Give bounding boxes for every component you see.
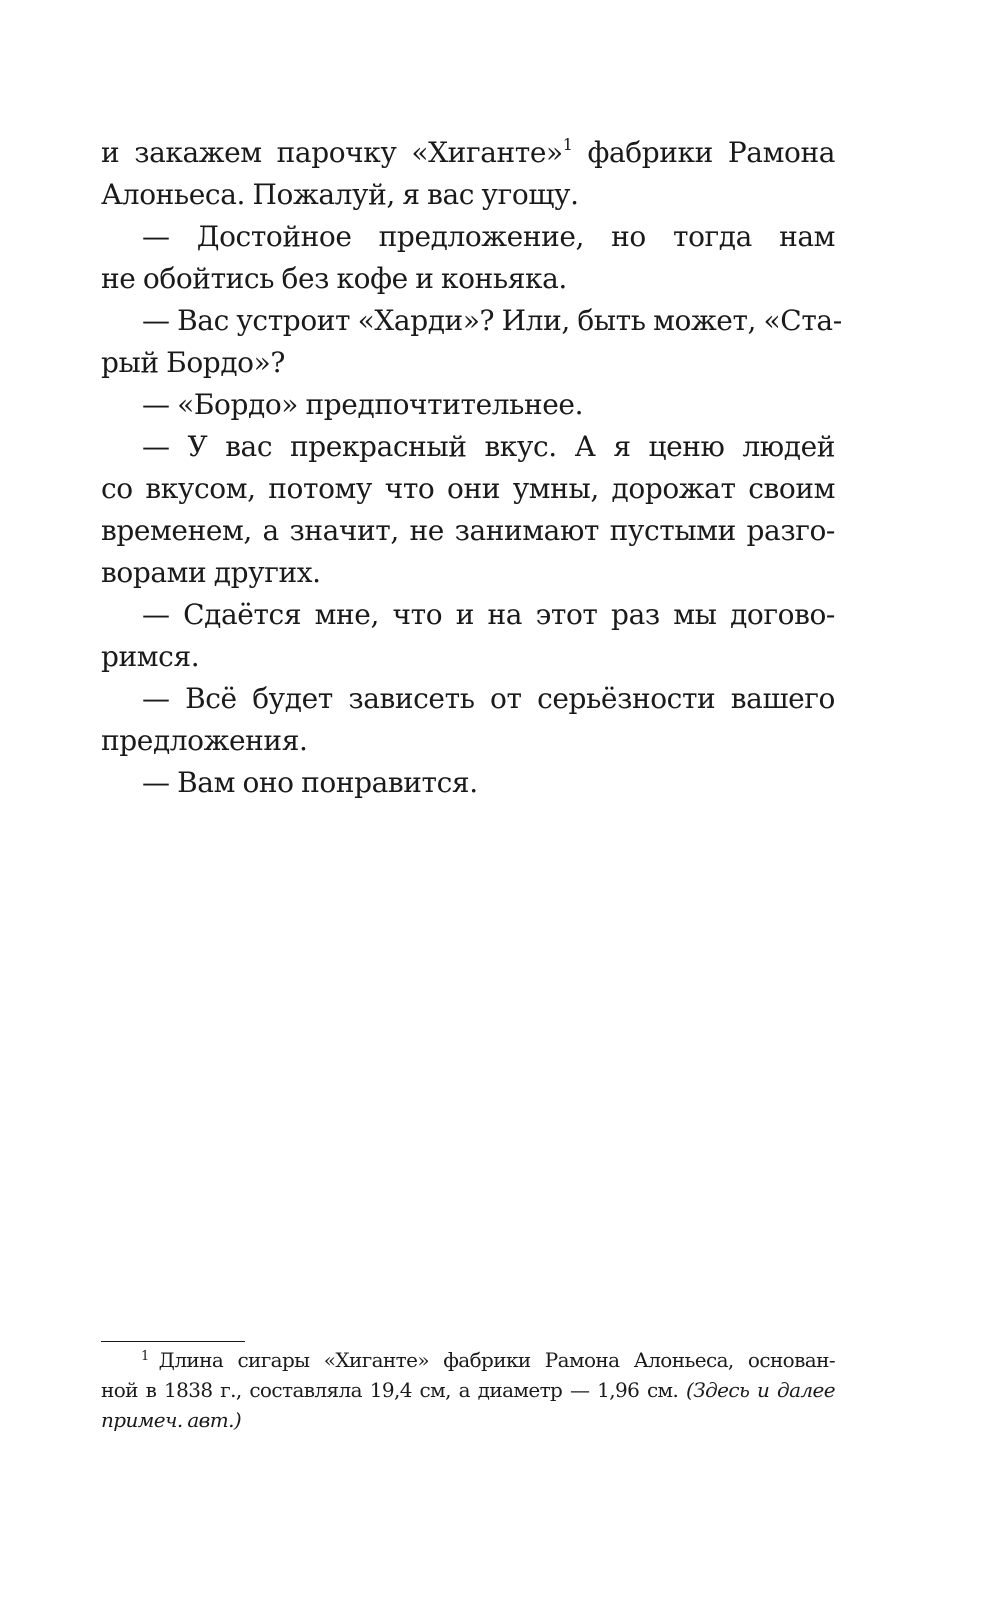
footnote-line	[101, 1375, 835, 1405]
dialogue-line: — Вас устроит «Харди»? Или, быть может, «Ста-	[142, 304, 842, 337]
main-text	[101, 132, 842, 804]
text-line: не обойтись без кофе и коньяка.	[101, 262, 567, 295]
dialogue-line: — Достойное предложение, но тогда нам	[142, 220, 835, 253]
dialogue-line: — Вам оно понравится.	[142, 766, 478, 799]
text-line: ворами других.	[101, 556, 321, 589]
footnote-divider	[101, 1341, 245, 1342]
dialogue-line: — Всё будет зависеть от серьёзности вашего	[142, 682, 835, 715]
text-line: Алоньеса. Пожалуй, я вас угощу.	[101, 178, 579, 211]
footnote-line	[101, 1345, 835, 1375]
dialogue-line: — Сдаётся мне, что и на этот раз мы догово-	[142, 598, 835, 631]
text-line: римся.	[101, 640, 200, 673]
text-line: рый Бордо»?	[101, 346, 285, 379]
text-line: со вкусом, потому что они умны, дорожат своим	[101, 472, 835, 505]
text-line: предложения.	[101, 724, 308, 757]
text-fragment: фабрики Рамона	[572, 136, 835, 169]
footnote-line: примеч. авт.)	[101, 1408, 242, 1432]
footnote-reference[interactable]: 1	[562, 135, 573, 154]
footnote-number: 1	[141, 1349, 149, 1364]
dialogue-line: — «Бордо» предпочтительнее.	[142, 388, 584, 421]
footnote-text: ной в 1838 г., составляла 19,4 см, а диаметр — 1,96 см.	[101, 1378, 686, 1402]
text-line: временем, а значит, не занимают пустыми разго-	[101, 514, 835, 547]
text-fragment: и закажем парочку «Хиганте»	[101, 136, 563, 169]
text-line	[101, 132, 835, 174]
dialogue-line: — У вас прекрасный вкус. А я ценю людей	[142, 430, 835, 463]
footnote	[101, 1345, 835, 1435]
footnote-text: Длина сигары «Хиганте» фабрики Рамона Алоньеса, основан-	[158, 1348, 835, 1372]
footnote-italic-text: (Здесь и далее	[686, 1378, 835, 1402]
